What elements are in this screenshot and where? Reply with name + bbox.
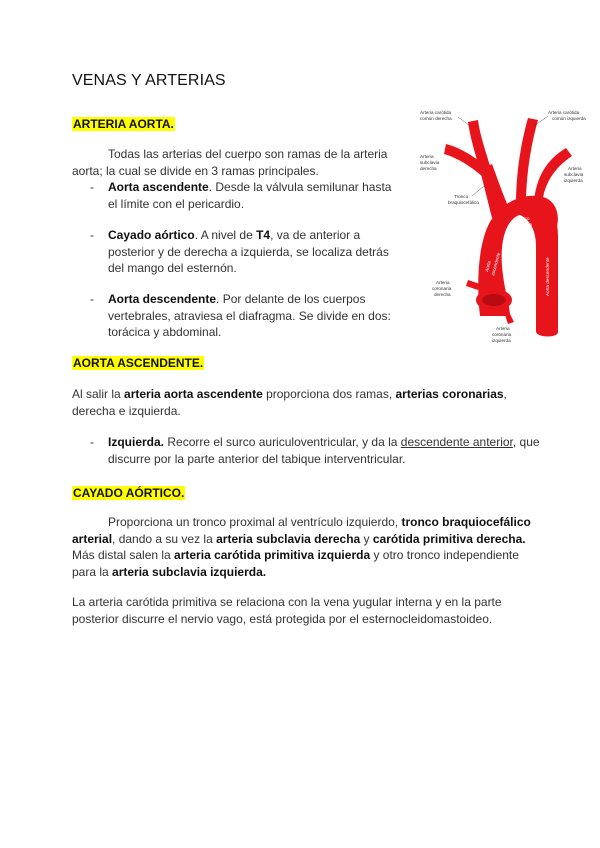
aorta-intro-text: Todas las arterias del cuerpo son ramas de la arteria aorta; la cual se divide en 3 ramas principales. (72, 147, 388, 178)
term-descendente-anterior: descendente anterior (400, 435, 513, 449)
term-izquierda: Izquierda. (108, 435, 165, 449)
label-left-subclavian-2: subclavia (564, 172, 584, 177)
cayado-paragraph-2: La arteria carótida primitiva se relaciona con la vena yugular interna y en la parte posterior discurre el nervio vago, está protegida por el esternocleidomastoideo. (72, 595, 502, 626)
term-carotida-izquierda: arteria carótida primitiva izquierda (174, 548, 371, 562)
cayado-paragraph-1 (72, 514, 532, 580)
item-text: Recorre el surco auriculoventricular, y da la (164, 435, 401, 449)
label-right-carotid-1: Arteria carótida (420, 110, 452, 115)
ascendente-list-item (90, 434, 540, 467)
label-left-coronary-1: Arteria (496, 326, 510, 331)
left-carotid-shape (516, 118, 538, 204)
term-carotida-derecha: carótida primitiva derecha. (372, 531, 526, 546)
aorta-list-item-2 (90, 227, 400, 277)
item-text: . Desde la válvula semilunar hasta el límite con el pericardio. (108, 180, 392, 211)
label-arch-2: aórtico (518, 222, 532, 227)
heading-aorta-ascendente-text: AORTA ASCENDENTE. (73, 356, 204, 370)
list-bullet: - (90, 228, 94, 242)
text-run: Proporciona un tronco proximal al ventrículo izquierdo, (108, 515, 402, 529)
term-subclavia-derecha: arteria subclavia derecha (216, 531, 361, 546)
right-coronary-shape (466, 280, 480, 290)
item-text: , va de anterior a posterior y de derecha a izquierda, se localiza detrás del mango del esternón. (108, 228, 389, 275)
heading-cayado-aortico-text: CAYADO AÓRTICO. (73, 486, 185, 500)
left-coronary-shape (504, 310, 514, 324)
artery-shapes (444, 118, 572, 337)
term-aorta-descendente: Aorta descendente (108, 292, 217, 306)
text-run: y otro tronco independiente para la (72, 548, 519, 579)
text-run: Al salir la (72, 387, 125, 401)
term-tronco-braquiocefalico: tronco braquiocefálico arterial (72, 515, 531, 546)
aorta-list-item-1 (90, 179, 400, 212)
heading-arteria-aorta-text: ARTERIA AORTA. (73, 117, 174, 131)
label-right-coronary-1: Arteria (436, 280, 450, 285)
label-right-coronary-3: derecha (434, 292, 451, 297)
label-right-subclavian-3: derecha (420, 166, 437, 171)
label-right-subclavian-2: subclavia (420, 160, 440, 165)
label-right-carotid-2: común derecha (420, 116, 452, 121)
heading-aorta-ascendente (72, 354, 204, 372)
item-text: . Por delante de los cuerpos vertebrales, atraviesa el diafragma. Se divide en dos: torácica y abdominal. (108, 292, 391, 339)
text-run: y (360, 531, 373, 546)
label-right-coronary-2: coronaria (432, 286, 452, 291)
text-run: Más distal salen la (72, 548, 175, 562)
list-bullet: - (90, 180, 94, 194)
page-title: VENAS Y ARTERIAS (72, 72, 226, 89)
text-run: , dando a su vez la (112, 531, 217, 546)
label-left-subclavian-3: izquierda (564, 178, 583, 183)
aortic-root-opening (482, 294, 506, 306)
list-bullet: - (90, 435, 94, 449)
aorta-list-item-3 (90, 291, 400, 341)
term-aorta-ascendente: Aorta ascendente (108, 180, 209, 194)
aorta-intro-paragraph (72, 146, 398, 179)
label-arch-1: Arco (520, 216, 530, 221)
term-subclavia-izquierda: arteria subclavia izquierda. (112, 564, 267, 579)
label-ascending-2: ascendente (490, 252, 502, 277)
label-left-subclavian-1: Arteria (568, 166, 582, 171)
label-left-coronary-3: izquierda (492, 338, 511, 343)
heading-cayado-aortico (72, 484, 185, 502)
item-text: . A nivel de (194, 228, 257, 242)
label-right-subclavian-1: Arteria (420, 154, 434, 159)
label-descending: Aorta descendente (545, 257, 550, 296)
label-left-coronary-2: coronaria (492, 332, 512, 337)
label-brachiocephalic-1: Tronco (454, 194, 469, 199)
aorta-diagram (418, 106, 600, 346)
label-brachiocephalic-2: braquiocefálico (448, 200, 479, 205)
heading-arteria-aorta (72, 115, 175, 133)
term-arteria-aorta-ascendente: arteria aorta ascendente (124, 387, 263, 401)
label-ascending-1: Aorta (484, 260, 492, 273)
text-run: , derecha e izquierda. (72, 387, 507, 418)
ascendente-paragraph (72, 386, 532, 419)
label-left-carotid-2: común izquierda (552, 116, 586, 121)
list-bullet: - (90, 292, 94, 306)
text-run: proporciona dos ramas, (262, 387, 396, 401)
term-t4: T4 (256, 228, 271, 242)
term-cayado-aortico: Cayado aórtico (108, 228, 195, 242)
term-arterias-coronarias: arterias coronarias (395, 387, 504, 401)
label-left-carotid-1: Arteria carótida (548, 110, 580, 115)
item-text: , que discurre por la parte anterior del tabique interventricular. (108, 435, 540, 466)
